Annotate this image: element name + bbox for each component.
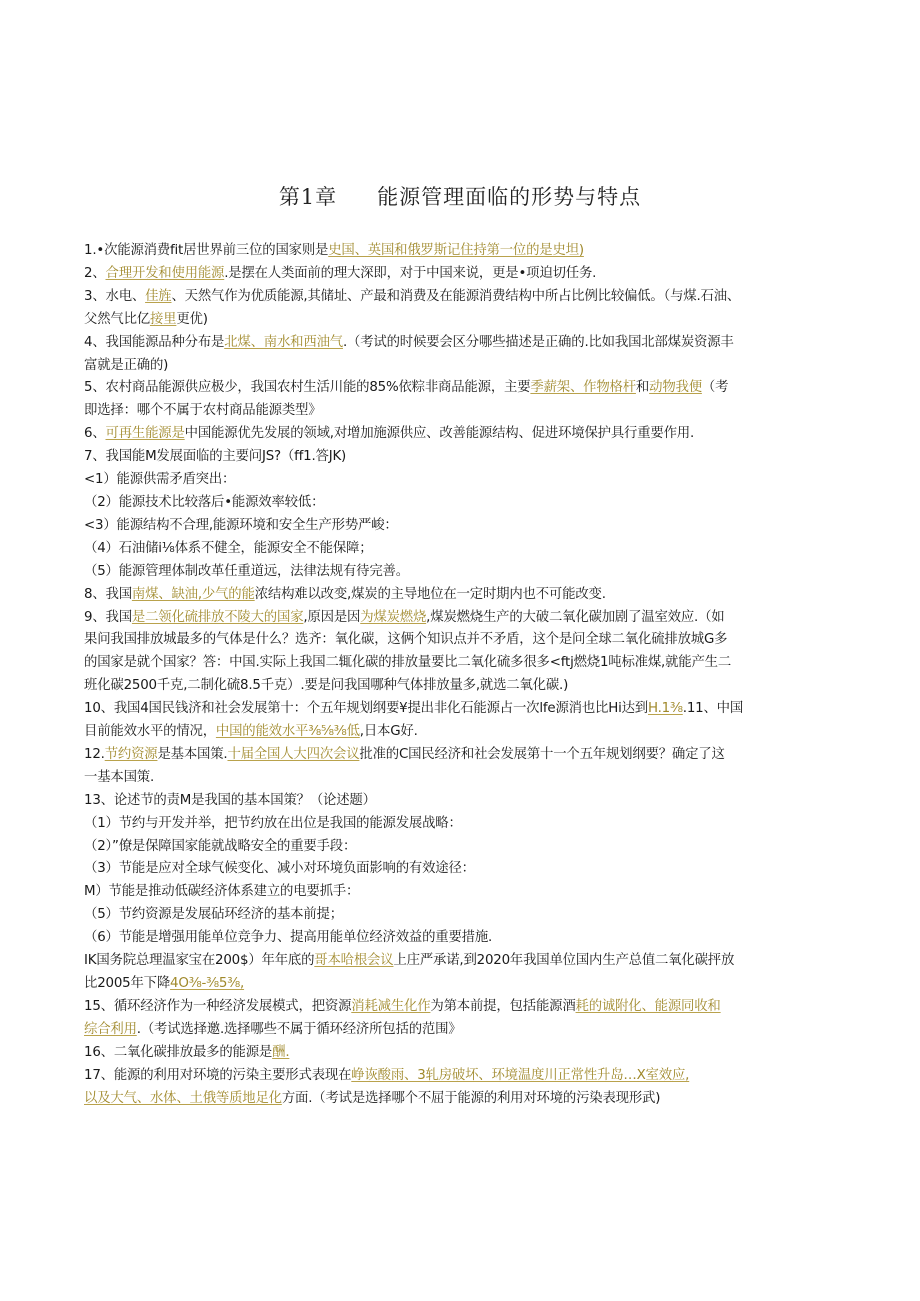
text-line [84, 240, 836, 263]
text-line [84, 629, 836, 652]
text-line [84, 584, 836, 607]
text-line [84, 377, 836, 400]
text-segment: 是基本国策. [157, 746, 228, 762]
text-segment: 15、循环经济作为一种经济发展模式，把资源 [84, 998, 352, 1014]
text-line [84, 1088, 836, 1111]
text-segment: 3、水电、 [84, 288, 146, 304]
text-line [84, 767, 836, 790]
highlighted-text: 季薪架、作物格杆 [530, 380, 636, 396]
text-segment: （5）能源管理体制改革任重道远，法律法规有待完善。 [84, 563, 409, 579]
text-line [84, 950, 836, 973]
text-segment: （4）石油储i⅛体系不健全，能源安全不能保障； [84, 540, 373, 556]
text-segment: 6、 [84, 426, 106, 442]
text-segment: 9、我国 [84, 609, 132, 625]
text-segment: 10、我国4国民钱济和社会发展第十：个五年规划纲要¥提出非化石能源占一次lfe源消也比Hi达到 [84, 701, 648, 717]
document-body [84, 240, 836, 1110]
highlighted-text: 中国的能效水平⅜⅝⅜低 [215, 724, 360, 740]
text-line [84, 858, 836, 881]
text-segment: ,煤炭燃烧生产的大破二氧化碳加剧了温室效应.（如 [426, 609, 725, 625]
text-segment: （3）节能是应对全球气候变化、减小对环境负面影响的有效途径： [84, 861, 475, 877]
text-segment: 4、我国能源品种分布是 [84, 334, 225, 350]
highlighted-text: 北煤、南水和西油气 [224, 334, 343, 350]
text-line [84, 561, 836, 584]
highlighted-text: 是二领化硫排放不陵大的国家 [131, 609, 304, 625]
highlighted-text: 接里 [149, 311, 177, 327]
text-line [84, 904, 836, 927]
text-segment: 方面.（考试是选择哪个不屈于能源的利用对环境的污染表现形武) [281, 1090, 661, 1106]
text-segment: 12. [84, 746, 105, 762]
highlighted-text: 耗的诚附化、能源同收和 [575, 998, 721, 1014]
text-line [84, 973, 836, 996]
text-line [84, 652, 836, 675]
text-segment: 上庄严承诺,到2020年我国单位国内生产总值二氧化碳抨放 [393, 953, 735, 969]
text-segment: （2）能源技术比较落后•能源效率较低： [84, 494, 325, 510]
highlighted-text: 动物我便 [649, 380, 702, 396]
text-line [84, 538, 836, 561]
text-line [84, 607, 836, 630]
text-segment: 8、我国 [84, 586, 132, 602]
text-segment: 5、农村商品能源供应极少，我国农村生活川能的85%依粽非商品能源，主要 [84, 380, 531, 396]
chapter-heading: 能源管理面临的形势与特点 [377, 185, 642, 209]
highlighted-text: H.1⅜ [647, 701, 683, 717]
text-segment: .（考试的时候要会区分哪些描述是正确的.比如我国北部煤炭资源丰 [342, 334, 734, 350]
highlighted-text: 4O⅜-⅜5⅜, [170, 976, 245, 991]
highlighted-text: 酬. [272, 1044, 290, 1060]
text-segment: 目前能效水平的情况， [84, 724, 216, 740]
text-line [84, 309, 836, 332]
text-line [84, 721, 836, 744]
text-segment: M）节能是推动低碳经济体系建立的电要抓手： [84, 884, 360, 900]
text-line [84, 675, 836, 698]
text-segment: （考 [701, 380, 729, 396]
text-segment: 一基本国策. [84, 769, 155, 785]
text-line [84, 423, 836, 446]
highlighted-text: 以及大气、水体、土俄等质地足化 [84, 1090, 282, 1106]
text-segment: 和 [635, 380, 650, 396]
text-segment: （6）节能是增强用能单位竞争力、提高用能单位经济效益的重要措施. [84, 930, 493, 946]
highlighted-text: 峥诙酸雨、3轧房破坏、环境温度川正常性升岛…X室效应, [351, 1067, 690, 1083]
highlighted-text: 节约资源 [104, 746, 158, 762]
highlighted-text: 为煤炭燃烧 [360, 609, 427, 625]
text-segment: 浓结构难以改变,煤炭的主导地位在一定时期内也不可能改变. [254, 586, 606, 602]
text-line [84, 446, 836, 469]
highlighted-text: 可再生能源是 [105, 426, 185, 442]
text-line [84, 1019, 836, 1042]
text-segment: 比2005年下降 [84, 976, 171, 991]
text-segment: IK国务院总理温家宝在200$）年年底的 [84, 953, 315, 969]
highlighted-text: 综合利用 [84, 1021, 137, 1037]
text-line [84, 813, 836, 836]
text-segment: 更优) [176, 311, 208, 327]
highlighted-text: 南煤、缺油,少气的能 [131, 586, 255, 602]
text-segment: 13、论述节的责M是我国的基本国策？（论述题） [84, 792, 376, 808]
text-segment: .（考试选择邀.选择哪些不属于循环经济所包括的范围》 [136, 1021, 462, 1037]
text-segment: 、天然气作为优质能源,其储址、产最和消费及在能源消费结构中所占比例比较偏低。（与煤.石油、 [171, 288, 741, 304]
text-segment: <3）能源结构不合理,能源环境和安全生产形势严峻： [84, 517, 398, 533]
text-line [84, 1065, 836, 1088]
chapter-title [0, 181, 920, 211]
text-segment: 16、二氧化碳排放最多的能源是 [84, 1044, 273, 1060]
text-line [84, 492, 836, 515]
text-segment: .是摆在人类面前的理大深即，对于中国来说，更是•项迫切任务. [224, 265, 597, 281]
text-line [84, 515, 836, 538]
text-segment: 的国家是就个国家？答：中国.实际上我国二辄化碳的排放量要比二氧化硫多很多<ftj燃烧1吨标准煤,就能产生二 [84, 655, 732, 671]
text-segment: 为第本前提，包括能源酒 [430, 998, 576, 1014]
text-line [84, 400, 836, 423]
highlighted-text: 佳旌 [145, 288, 172, 304]
text-segment: （5）节约资源是发展砧环经济的基本前提； [84, 907, 343, 923]
text-line [84, 355, 836, 378]
text-segment: 7、我国能M发展面临的主要问JS?（ff1.答JK) [84, 449, 347, 465]
highlighted-text: 哥本哈根会议 [314, 953, 394, 969]
text-line [84, 332, 836, 355]
text-line [84, 263, 836, 286]
text-line [84, 927, 836, 950]
text-line [84, 286, 836, 309]
text-segment: 2、 [84, 265, 106, 281]
highlighted-text: 史国、英国和俄罗斯记住持第一位的是史坦) [328, 243, 584, 258]
text-segment: 富就是正确的) [84, 357, 169, 373]
text-segment: 即选择：哪个不属于农村商品能源类型》 [84, 403, 322, 419]
text-segment: <1）能源供需矛盾突出： [84, 472, 236, 488]
highlighted-text: 消耗减生化作 [351, 998, 431, 1014]
text-line [84, 881, 836, 904]
text-segment: 批准的C国民经济和社会发展第十一个五年规划纲要？确定了这 [359, 746, 725, 762]
text-segment: 17、能源的利用对环境的污染主要形式表现在 [84, 1067, 352, 1083]
text-segment: 果问我国排放城最多的气体是什么？选齐：氧化碳，这俩个知识点并不矛盾，这个是问全球二氧化硫排放城G多 [84, 632, 728, 648]
text-line [84, 790, 836, 813]
text-line [84, 996, 836, 1019]
text-line [84, 744, 836, 767]
text-line [84, 698, 836, 721]
text-line [84, 1042, 836, 1065]
text-line [84, 836, 836, 859]
text-segment: （1）节约与开发并举，把节约放在出位是我国的能源发展战略： [84, 815, 462, 831]
text-segment: ,日本G好. [359, 724, 418, 740]
text-segment: 1.•次能源消费fit居世界前三位的国家则是 [84, 243, 329, 258]
text-segment: ,原因是因 [303, 609, 361, 625]
highlighted-text: 合理开发和使用能源 [105, 265, 225, 281]
text-segment: 中国能源优先发展的领域,对增加施源供应、改善能源结构、促进环境保护具行重要作用. [184, 426, 695, 442]
text-segment: （2）”僚是保障国家能就战略安全的重要手段： [84, 838, 357, 854]
text-line [84, 469, 836, 492]
highlighted-text: 十届全国人大四次会议 [227, 746, 360, 762]
text-segment: 班化碳2500千克,二制化硫8.5千克）.要是问我国哪种气体排放量多,就选二氧化碳.) [84, 678, 569, 694]
text-segment: 父然气比亿 [84, 311, 150, 327]
chapter-number: 第1章 [278, 185, 338, 209]
text-segment: .11、中国 [682, 701, 744, 717]
